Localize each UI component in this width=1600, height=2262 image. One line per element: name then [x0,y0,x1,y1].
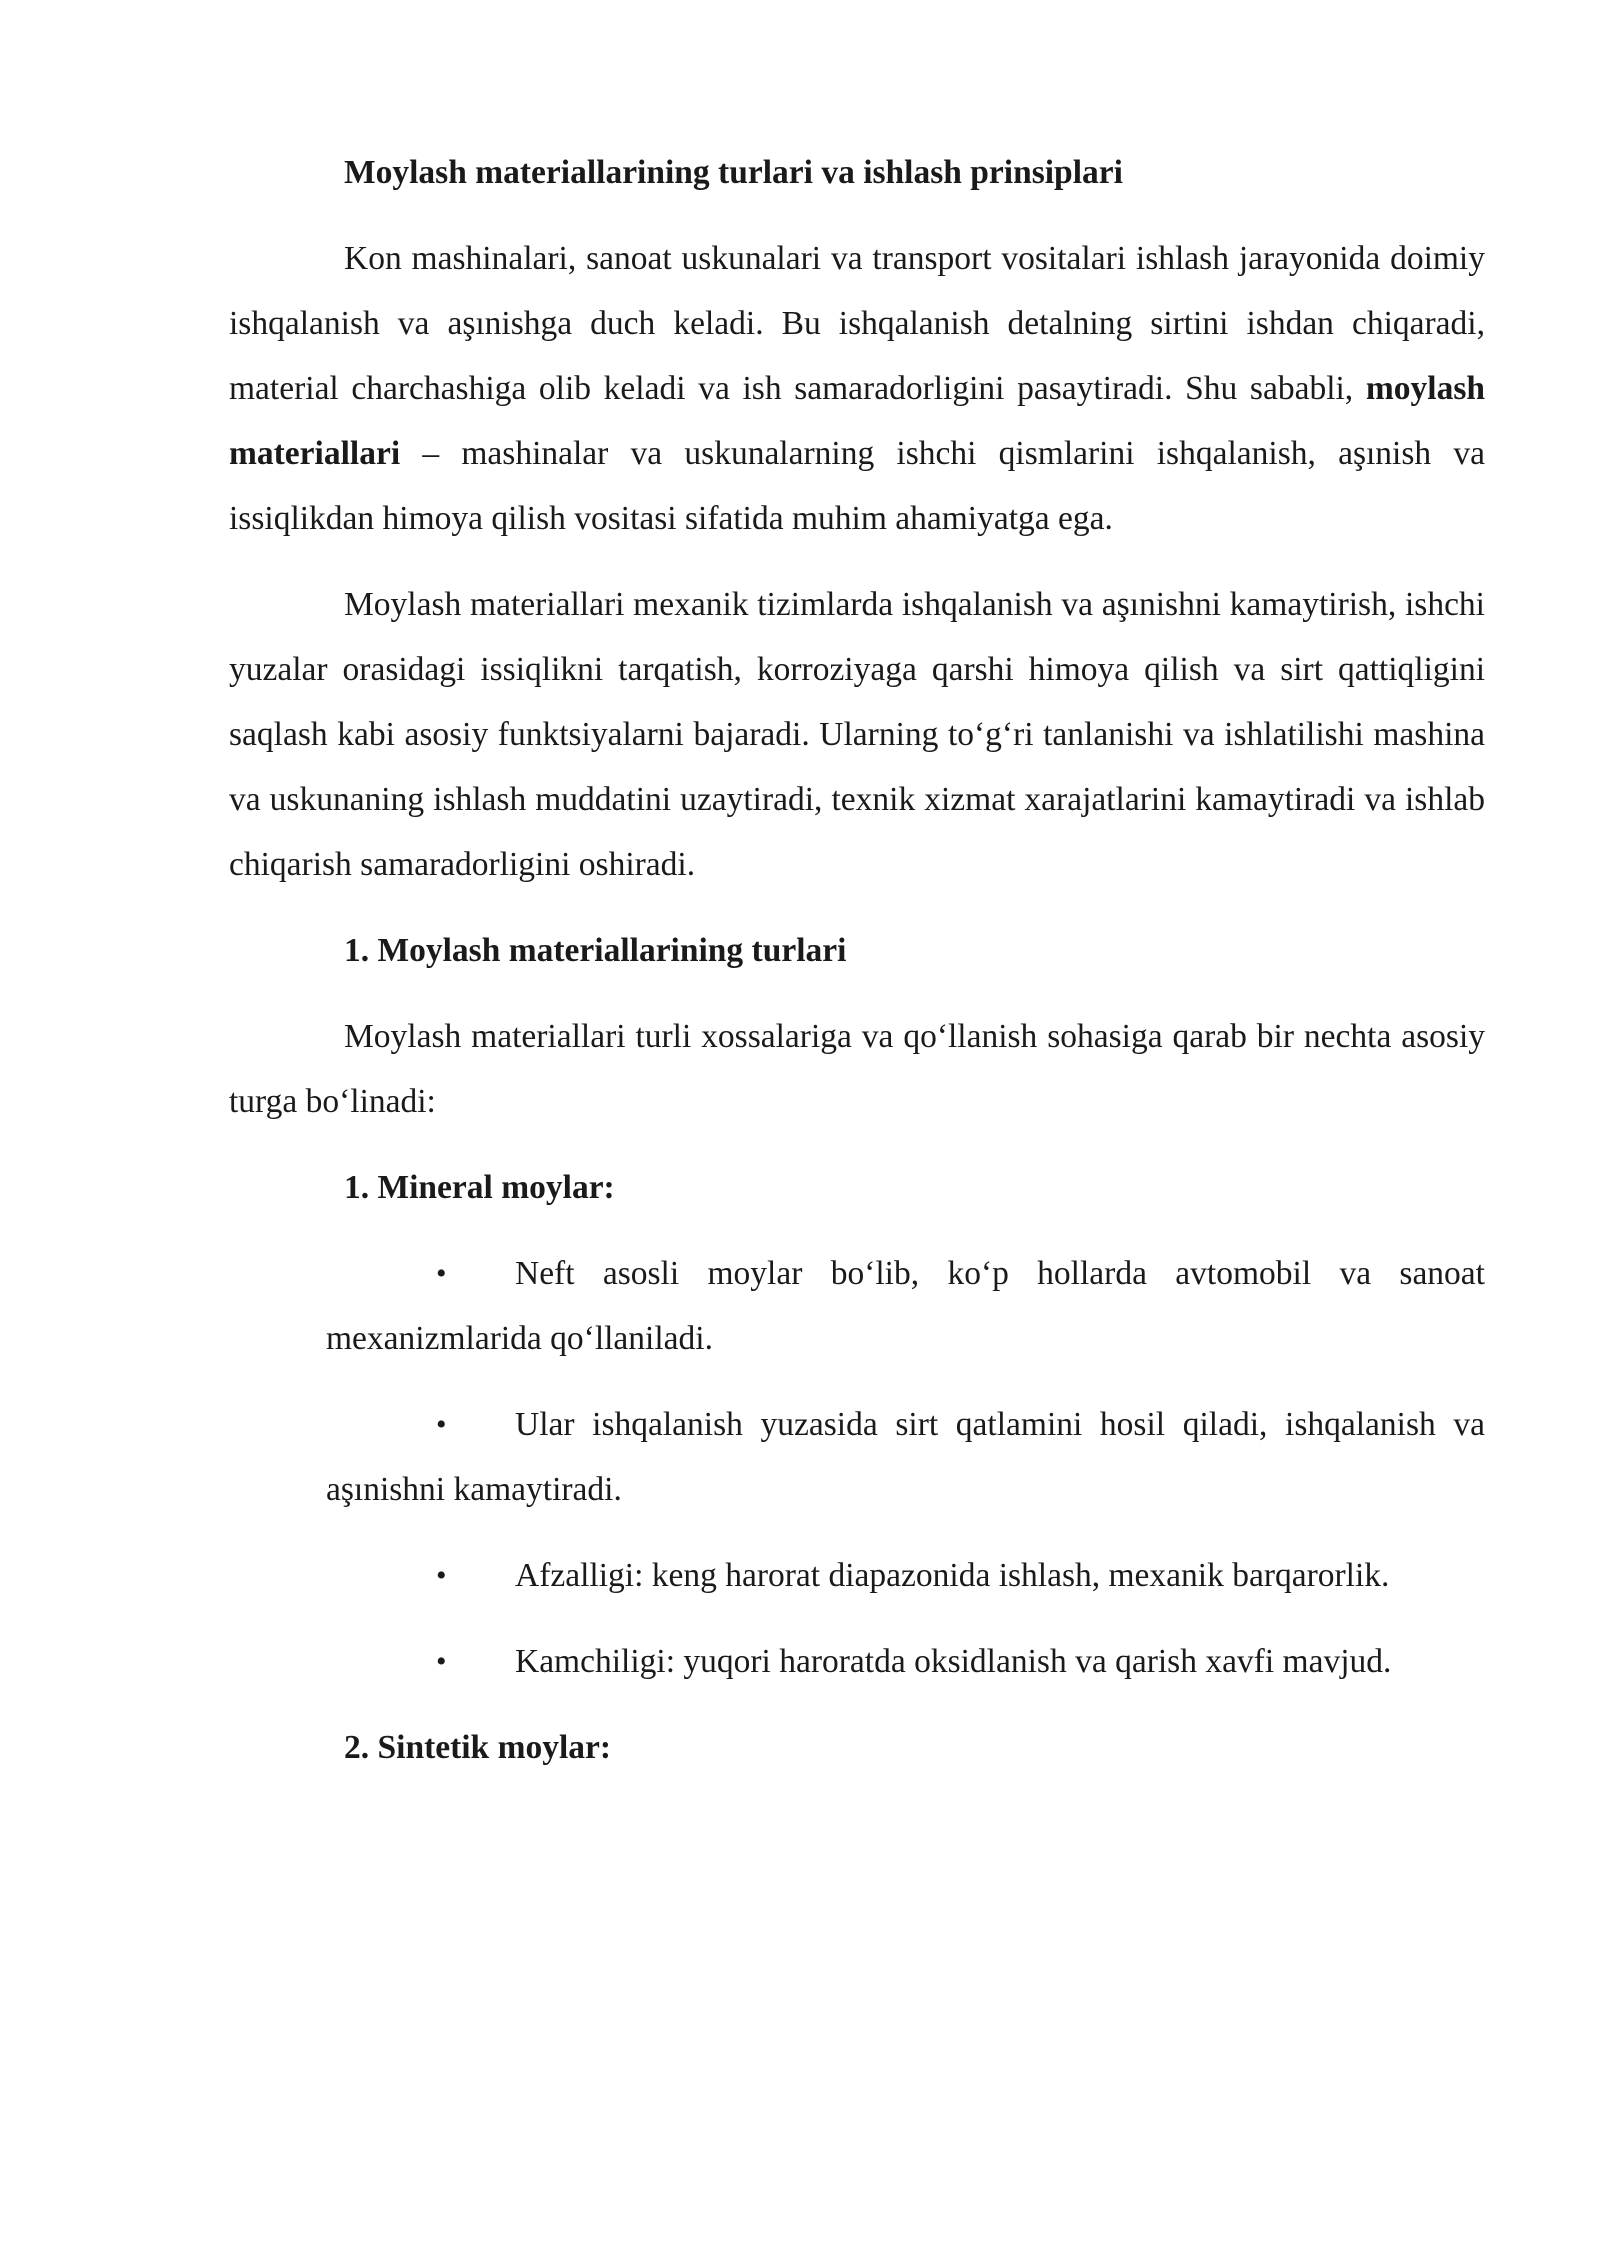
bullet-text: Neft asosli moylar bo‘lib, ko‘p hollarda avtomobil va sanoat mexanizmlarida qo‘llaniladi. [326,1255,1485,1357]
section-heading-types: 1. Moylash materiallarining turlari [344,932,847,969]
second-paragraph: Moylash materiallari mexanik tizimlarda ishqalanish va aşınishni kamaytirish, ishchi yuzalar orasidagi issiqlikni tarqatish, korroziyaga qarshi himoya qilish va sirt qattiqligini saqlash kabi asosiy funktsiyalarni bajaradi. Ularning to‘g‘ri tanlanishi va ishlatilishi mashina va uskunaning ishlash muddatini uzaytiradi, texnik xizmat xarajatlarini kamaytiradi va ishlab chiqarish samaradorligini oshiradi. [229,586,1485,883]
intro-paragraph [229,226,1485,551]
intro-bold-term: moylash materiallari [229,370,1485,472]
bullet-icon: • [436,1257,447,1290]
bullet-text: Kamchiligi: yuqori haroratda oksidlanish va qarish xavfi mavjud. [515,1643,1392,1680]
intro-text-end: – mashinalar va uskunalarning ishchi qismlarini ishqalanish, aşınish va issiqlikdan himoya qilish vositasi sifatida muhim ahamiyatga ega. [229,435,1485,537]
intro-text-start: Kon mashinalari, sanoat uskunalari va transport vositalari ishlash jarayonida doimiy ishqalanish va aşınishga duch keladi. Bu ishqalanish detalning sirtini ishdan chiqaradi, material charchashiga olib keladi va ish samaradorligini pasaytiradi. Shu sababli, [229,240,1485,407]
mineral-oil-bullet-list [229,1241,1485,1694]
bullet-item [326,1241,1485,1371]
subsection-heading-mineral: 1. Mineral moylar: [344,1169,615,1206]
bullet-item [326,1543,1485,1608]
document-title: Moylash materiallarining turlari va ishlash prinsiplari [344,154,1123,191]
bullet-text: Afzalligi: keng harorat diapazonida ishlash, mexanik barqarorlik. [515,1557,1390,1594]
bullet-icon: • [436,1559,447,1592]
bullet-item [326,1392,1485,1522]
subsection-heading-synthetic: 2. Sintetik moylar: [344,1729,612,1766]
document-page [229,140,1485,1801]
bullet-icon: • [436,1408,447,1441]
bullet-icon: • [436,1645,447,1678]
section-intro-paragraph: Moylash materiallari turli xossalariga va qo‘llanish sohasiga qarab bir nechta asosiy turga bo‘linadi: [229,1018,1485,1120]
bullet-item [326,1629,1485,1694]
bullet-text: Ular ishqalanish yuzasida sirt qatlamini hosil qiladi, ishqalanish va aşınishni kamaytiradi. [326,1406,1485,1508]
